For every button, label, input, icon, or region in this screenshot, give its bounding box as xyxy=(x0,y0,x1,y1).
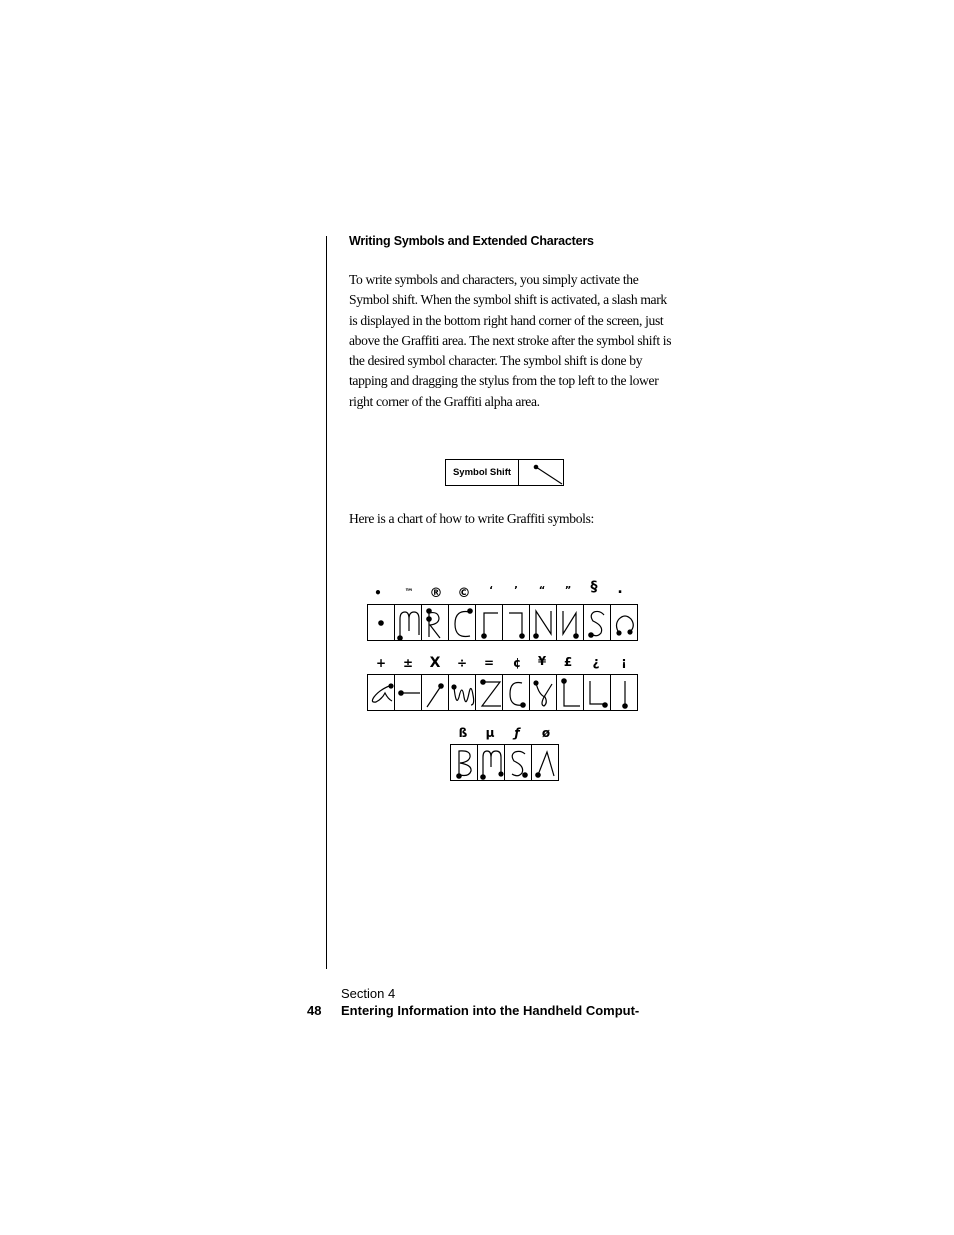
times-stroke-icon xyxy=(422,675,450,712)
symbol-label: ƒ xyxy=(514,726,520,740)
symbol-label: X xyxy=(429,655,441,671)
micro-stroke-icon xyxy=(478,745,506,782)
plus-stroke-icon xyxy=(368,675,396,712)
close-single-quote-stroke-icon xyxy=(503,605,531,642)
graffiti-cell-open-double-quote xyxy=(529,604,557,641)
graffiti-cell-micro xyxy=(477,744,505,781)
symbol-label: µ xyxy=(485,726,495,740)
graffiti-cell-equals xyxy=(475,674,503,711)
paragraph-line: To write symbols and characters, you simply activate the xyxy=(349,272,639,287)
symbol-label: ¥ xyxy=(537,654,547,668)
graffiti-cell-plus xyxy=(367,674,395,711)
graffiti-cell-pound xyxy=(556,674,584,711)
section-heading: Writing Symbols and Extended Characters xyxy=(349,234,594,248)
symbol-label: ¡ xyxy=(621,655,627,669)
graffiti-cell-divide xyxy=(448,674,476,711)
equals-stroke-icon xyxy=(476,675,504,712)
graffiti-cell-florin xyxy=(504,744,532,781)
symbol-label: ¢ xyxy=(512,656,522,670)
sharp-s-stroke-icon xyxy=(451,745,479,782)
graffiti-cell-cent xyxy=(502,674,530,711)
graffiti-cell-plus-minus xyxy=(394,674,422,711)
section-sign-stroke-icon xyxy=(584,605,612,642)
registered-stroke-icon xyxy=(422,605,450,642)
page-number: 48 xyxy=(307,1003,322,1018)
symbol-label: © xyxy=(457,586,471,601)
trademark-stroke-icon xyxy=(395,605,423,642)
florin-stroke-icon xyxy=(505,745,533,782)
symbol-label: ” xyxy=(564,585,572,596)
graffiti-cell-bullet xyxy=(367,604,395,641)
pound-stroke-icon xyxy=(557,675,585,712)
graffiti-cell-period xyxy=(610,604,638,641)
symbol-label: ™ xyxy=(404,588,414,598)
symbol-label: § xyxy=(590,579,598,595)
symbol-label: ÷ xyxy=(456,656,468,670)
paragraph-line: right corner of the Graffiti alpha area. xyxy=(349,393,540,409)
o-slash-stroke-icon xyxy=(532,745,560,782)
symbol-label: “ xyxy=(538,585,546,596)
plus-minus-stroke-icon xyxy=(395,675,423,712)
graffiti-cell-times xyxy=(421,674,449,711)
graffiti-cell-section-sign xyxy=(583,604,611,641)
symbol-label: ¿ xyxy=(592,655,600,669)
symbol-shift-label: Symbol Shift xyxy=(446,460,519,485)
graffiti-cell-close-double-quote xyxy=(556,604,584,641)
inverted-question-stroke-icon xyxy=(584,675,612,712)
divide-stroke-icon xyxy=(449,675,477,712)
symbol-label: £ xyxy=(563,655,573,669)
paragraph-line: the desired symbol character. The symbol shift is done by xyxy=(349,353,643,369)
yen-stroke-icon xyxy=(530,675,558,712)
cent-stroke-icon xyxy=(503,675,531,712)
open-double-quote-stroke-icon xyxy=(530,605,558,642)
graffiti-cell-sharp-s xyxy=(450,744,478,781)
period-stroke-icon xyxy=(611,605,639,642)
paragraph-line: above the Graffiti area. The next stroke after the symbol shift is xyxy=(349,332,672,348)
symbol-label: + xyxy=(375,656,387,670)
paragraph-line: is displayed in the bottom right hand corner of the screen, just xyxy=(349,312,664,328)
symbol-label: • xyxy=(374,586,382,600)
copyright-stroke-icon xyxy=(449,605,477,642)
symbol-label: ‘ xyxy=(489,585,493,596)
instructions-paragraph xyxy=(349,270,679,412)
graffiti-cell-inverted-question xyxy=(583,674,611,711)
symbol-label: ± xyxy=(402,656,414,670)
paragraph-line: Symbol shift. When the symbol shift is activated, a slash mark xyxy=(349,292,667,308)
symbol-label: ® xyxy=(429,586,443,601)
symbol-label: ß xyxy=(458,726,468,740)
close-double-quote-stroke-icon xyxy=(557,605,585,642)
paragraph-line: tapping and dragging the stylus from the top left to the lower xyxy=(349,373,659,389)
margin-rule xyxy=(326,236,327,969)
footer-section-label: Section 4 xyxy=(341,986,396,1001)
graffiti-cell-trademark xyxy=(394,604,422,641)
chart-intro-text: Here is a chart of how to write Graffiti symbols: xyxy=(349,511,594,526)
graffiti-cell-copyright xyxy=(448,604,476,641)
graffiti-cell-o-slash xyxy=(531,744,559,781)
symbol-shift-stroke-icon xyxy=(519,460,563,485)
symbol-label: ’ xyxy=(514,585,518,596)
symbol-label: = xyxy=(483,656,495,670)
symbol-label: ø xyxy=(541,726,551,740)
graffiti-cell-open-single-quote xyxy=(475,604,503,641)
symbol-shift-figure xyxy=(445,459,564,486)
graffiti-cell-inverted-exclamation xyxy=(610,674,638,711)
graffiti-cell-yen xyxy=(529,674,557,711)
footer-chapter-title: Entering Information into the Handheld Comput- xyxy=(341,1003,640,1018)
open-single-quote-stroke-icon xyxy=(476,605,504,642)
graffiti-cell-close-single-quote xyxy=(502,604,530,641)
symbol-label: . xyxy=(617,581,623,597)
graffiti-cell-registered xyxy=(421,604,449,641)
bullet-stroke-icon xyxy=(368,605,396,642)
inverted-exclamation-stroke-icon xyxy=(611,675,639,712)
